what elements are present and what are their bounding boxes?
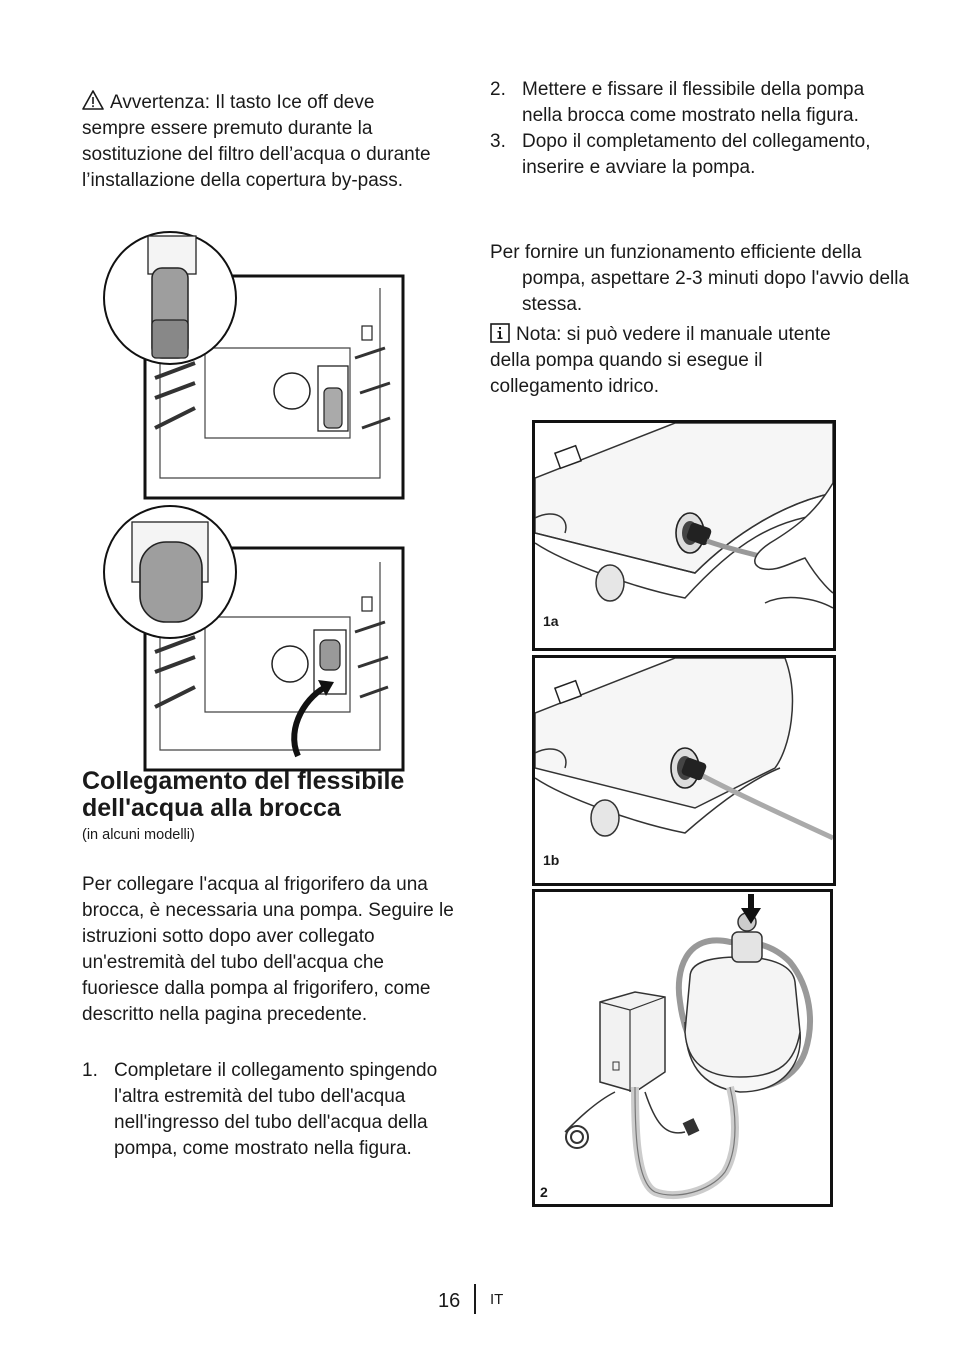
intro-paragraph: Per collegare l'acqua al frigorifero da una brocca, è necessaria una pompa. Seguire le istruzioni sotto dopo aver collegato un'estremità del tubo dell'acqua che fuoriesce dalla pompa al frigorifero, come descritto nella pagina precedente.	[82, 874, 454, 1025]
pump-and-bottle-illustration	[535, 892, 830, 1204]
steps-list-right	[490, 77, 880, 181]
footer-divider	[474, 1284, 476, 1314]
section-subtitle: (in alcuni modelli)	[82, 827, 195, 843]
page-number: 16	[438, 1290, 461, 1312]
list-item	[82, 1058, 457, 1162]
figure-1a	[532, 420, 836, 651]
figure-label-1a: 1a	[543, 613, 559, 629]
figure-2	[532, 889, 833, 1207]
note-block	[490, 322, 870, 400]
language-code: IT	[490, 1291, 504, 1308]
step-number: 3.	[490, 131, 506, 152]
filter-installation-illustration-bottom	[100, 502, 410, 777]
figure-1b	[532, 655, 836, 886]
list-item	[490, 129, 880, 181]
info-icon	[490, 323, 510, 343]
warning-triangle-icon	[82, 90, 104, 110]
figure-label-1b: 1b	[543, 852, 560, 868]
steps-list-left	[82, 1058, 457, 1162]
figure-label-2: 2	[540, 1184, 548, 1200]
step-text: Completare il collegamento spingendo l'altra estremità del tubo dell'acqua nell'ingresso del tubo dell'acqua della pompa, come mostrato nella figura.	[114, 1060, 438, 1159]
warning-text: Avvertenza: Il tasto Ice off deve sempre essere premuto durante la sostituzione del filtro dell’acqua o durante l’installazione della copertura by-pass.	[82, 92, 431, 191]
step-text: Mettere e fissare il flessibile della pompa nella brocca come mostrato nella figura.	[522, 79, 865, 126]
step-number: 1.	[82, 1060, 98, 1081]
efficiency-paragraph: Per fornire un funzionamento efficiente della pompa, aspettare 2-3 minuti dopo l'avvio della stessa.	[490, 242, 910, 315]
list-item	[490, 77, 880, 129]
warning-text-block	[82, 90, 442, 194]
filter-installation-illustration-top	[100, 228, 410, 503]
pump-hose-connected-illustration	[535, 658, 833, 883]
step-text: Dopo il completamento del collegamento, inserire e avviare la pompa.	[522, 131, 871, 178]
pump-hose-connection-illustration	[535, 423, 833, 648]
step-number: 2.	[490, 79, 506, 100]
note-text: Nota: si può vedere il manuale utente della pompa quando si esegue il collegamento idrico.	[490, 324, 831, 397]
section-title: Collegamento del flessibile dell'acqua alla brocca	[82, 767, 405, 822]
